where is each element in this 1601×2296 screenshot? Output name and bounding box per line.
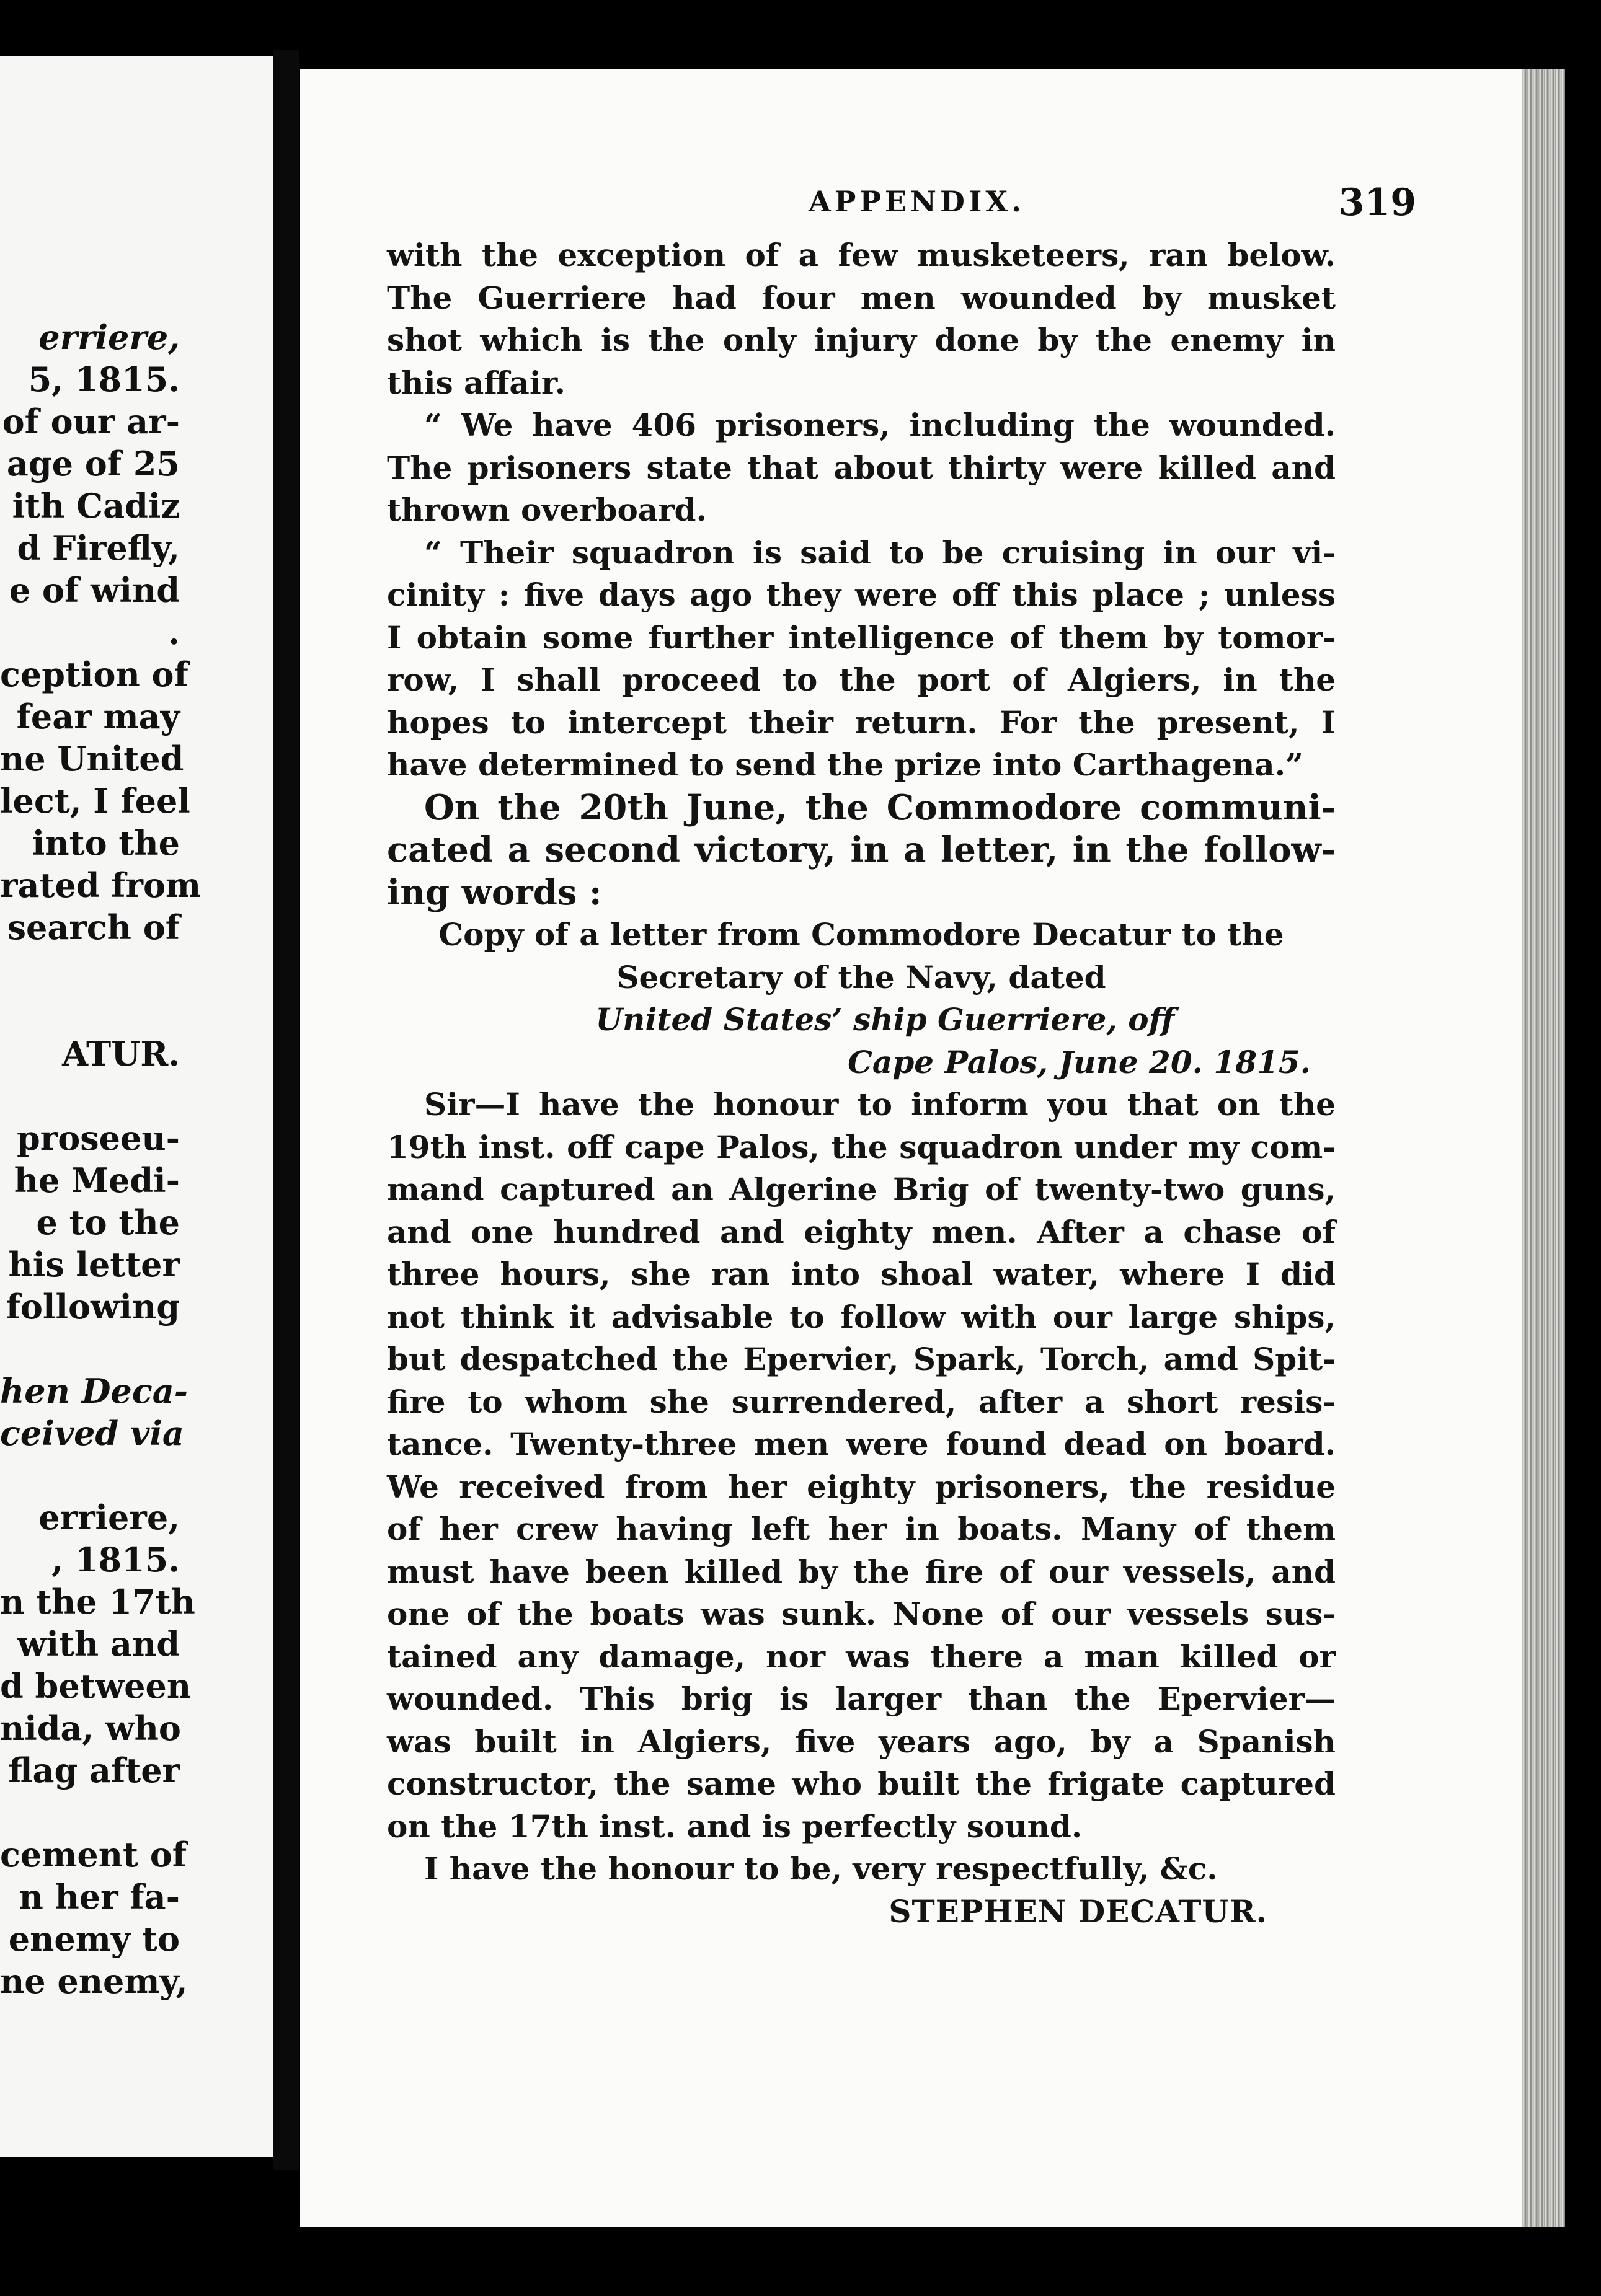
facing-page-line: cement of xyxy=(0,1835,187,1874)
text-line: fire to whom she surrendered, after a short resis- xyxy=(387,1383,1336,1420)
text-line: cated a second victory, in a letter, in the follow- xyxy=(387,829,1336,870)
text-line: mand captured an Algerine Brig of twenty-two guns, xyxy=(387,1171,1336,1208)
facing-page-line: erriere, xyxy=(38,1498,180,1537)
facing-page-line: into the xyxy=(32,823,180,863)
facing-page-line xyxy=(0,991,180,1033)
signature: STEPHEN DECATUR. xyxy=(889,1892,1267,1930)
facing-page-line: d Firefly, xyxy=(17,528,180,568)
facing-page-line: n the 17th xyxy=(0,1582,195,1622)
text-line: hopes to intercept their return. For the present, I xyxy=(387,704,1336,741)
text-line: Sir—I have the honour to inform you that on the xyxy=(424,1086,1336,1123)
facing-page-line: ceived via xyxy=(0,1413,184,1453)
facing-page-line: he Medi- xyxy=(14,1160,180,1200)
facing-page-line: nida, who xyxy=(0,1708,181,1748)
text-line: constructor, the same who built the frigate captured xyxy=(387,1765,1336,1802)
text-line: I have the honour to be, very respectfully, &c. xyxy=(424,1850,1218,1887)
text-line: must have been killed by the fire of our vessels, and xyxy=(387,1553,1336,1590)
text-line: tance. Twenty-three men were found dead on board. xyxy=(387,1426,1336,1462)
facing-page-line: , 1815. xyxy=(51,1540,180,1579)
facing-page-line: with and xyxy=(17,1624,180,1664)
text-line: We received from her eighty prisoners, the residue xyxy=(387,1468,1336,1505)
text-line: have determined to send the prize into Carthagena.” xyxy=(387,746,1303,783)
text-line: cinity : five days ago they were off this place ; unless xyxy=(387,576,1336,613)
facing-page-line: ith Cadiz xyxy=(12,486,180,526)
text-line: three hours, she ran into shoal water, where I did xyxy=(387,1256,1336,1292)
text-line: this affair. xyxy=(387,364,565,401)
text-line: Cape Palos, June 20. 1815. xyxy=(848,1043,1311,1080)
text-line: not think it advisable to follow with our large ships, xyxy=(387,1298,1336,1335)
facing-page-line: e to the xyxy=(36,1203,180,1242)
facing-page-line xyxy=(0,1791,180,1834)
page-body-text xyxy=(387,234,1336,1933)
text-line: The prisoners state that about thirty were killed and xyxy=(387,449,1336,486)
facing-page-line: ATUR. xyxy=(62,1034,180,1074)
text-line: 19th inst. off cape Palos, the squadron under my com- xyxy=(387,1128,1336,1165)
facing-page-line: rated from xyxy=(0,865,202,905)
text-line: “ We have 406 prisoners, including the wounded. xyxy=(424,407,1336,443)
text-line: On the 20th June, the Commodore communi- xyxy=(424,787,1336,828)
facing-page-line: ne United xyxy=(0,739,184,779)
text-line: was built in Algiers, five years ago, by a Spanish xyxy=(387,1723,1336,1760)
facing-page-line: . xyxy=(168,612,180,652)
facing-page-line xyxy=(0,1075,180,1117)
facing-page-line: fear may xyxy=(16,697,180,736)
book-page xyxy=(300,69,1565,2227)
facing-page-line: his letter xyxy=(8,1245,180,1284)
text-line: but despatched the Epervier, Spark, Torch, amd Spit- xyxy=(387,1341,1336,1377)
facing-page-line: age of 25 xyxy=(6,444,180,483)
facing-page-line: n her fa- xyxy=(19,1877,180,1917)
facing-page-line: e of wind xyxy=(9,570,180,610)
running-head: APPENDIX. xyxy=(809,185,1026,218)
text-line: with the exception of a few musketeers, ran below. xyxy=(387,237,1336,273)
text-line: “ Their squadron is said to be cruising in our vi- xyxy=(424,534,1336,571)
facing-page-line xyxy=(0,1454,180,1496)
facing-page-line: hen Deca- xyxy=(0,1371,188,1411)
facing-page-line: of our ar- xyxy=(2,402,180,441)
facing-page-fragment xyxy=(0,56,273,2157)
text-line: shot which is the only injury done by the enemy in xyxy=(387,322,1336,358)
text-line: Secretary of the Navy, dated xyxy=(616,958,1106,996)
facing-page-text xyxy=(0,316,202,2002)
facing-page-line: following xyxy=(6,1287,180,1327)
text-line: thrown overboard. xyxy=(387,492,707,528)
facing-page-line: proseeu- xyxy=(16,1118,180,1158)
facing-page-line: ception of xyxy=(0,655,188,694)
facing-page-line: enemy to xyxy=(8,1919,180,1959)
text-line: I obtain some further intelligence of them by tomor- xyxy=(387,619,1336,656)
text-line: tained any damage, nor was there a man killed or xyxy=(387,1638,1336,1675)
text-line: ing words : xyxy=(387,872,602,913)
text-line: wounded. This brig is larger than the Epervier— xyxy=(387,1680,1336,1717)
text-line: and one hundred and eighty men. After a chase of xyxy=(387,1213,1336,1250)
text-line: Copy of a letter from Commodore Decatur to the xyxy=(438,916,1284,953)
facing-page-line: d between xyxy=(0,1666,192,1706)
facing-page-line xyxy=(0,948,180,991)
text-line: row, I shall proceed to the port of Algiers, in the xyxy=(387,661,1336,698)
facing-page-line xyxy=(0,1328,180,1370)
page-number: 319 xyxy=(1338,181,1416,224)
page-edge xyxy=(1522,69,1565,2227)
facing-page-line: 5, 1815. xyxy=(28,360,180,399)
facing-page-line: flag after xyxy=(8,1751,180,1790)
facing-page-line: search of xyxy=(7,907,180,947)
text-line: on the 17th inst. and is perfectly sound. xyxy=(387,1808,1083,1845)
page-header xyxy=(375,181,1441,228)
book-gutter xyxy=(273,50,299,2170)
facing-page-line: erriere, xyxy=(38,317,180,357)
text-line: one of the boats was sunk. None of our vessels sus- xyxy=(387,1596,1336,1632)
text-line: The Guerriere had four men wounded by musket xyxy=(387,279,1336,316)
facing-page-line: lect, I feel xyxy=(0,781,190,821)
text-line: United States’ ship Guerriere, off xyxy=(595,1001,1174,1038)
text-line: of her crew having left her in boats. Many of them xyxy=(387,1511,1336,1547)
facing-page-line: ne enemy, xyxy=(0,1961,188,2001)
